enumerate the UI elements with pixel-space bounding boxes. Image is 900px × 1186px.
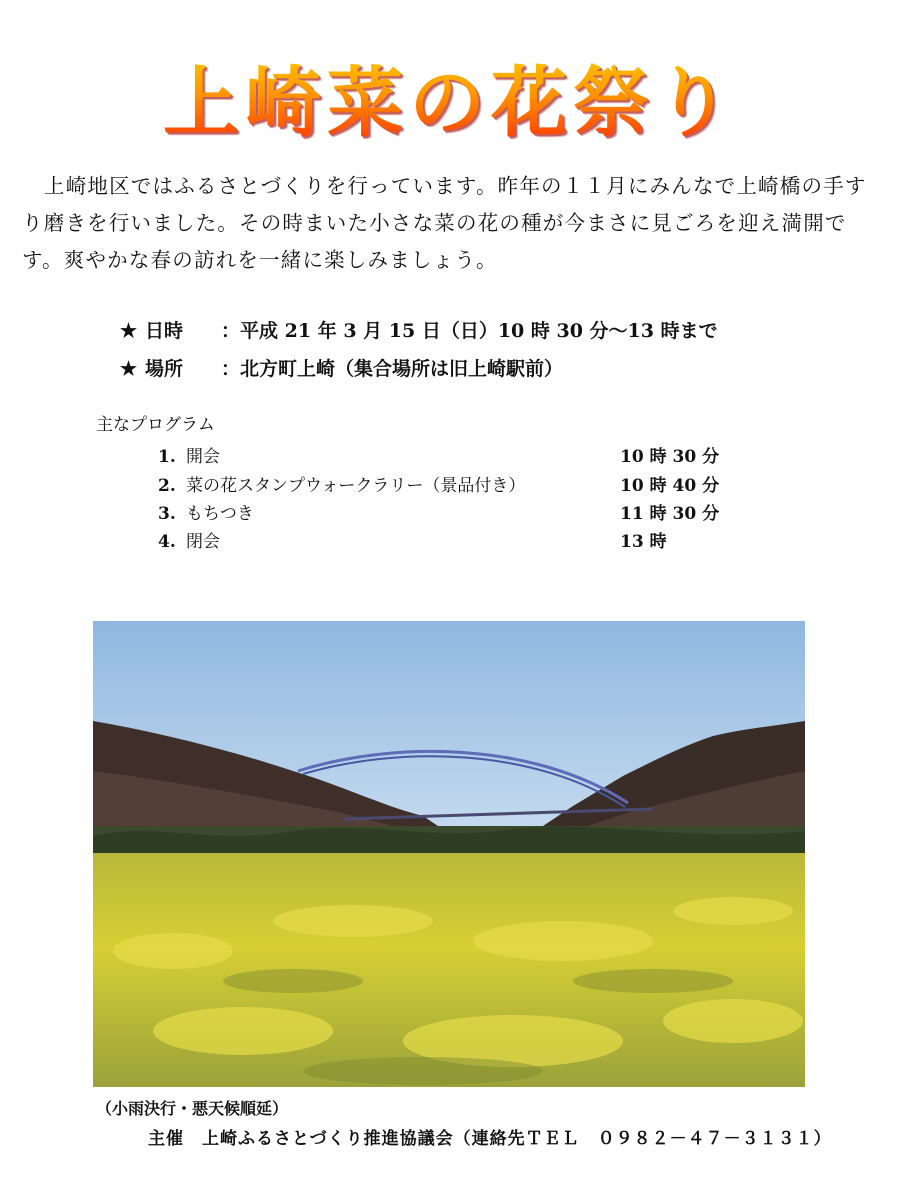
program-item: 4. 閉会 13 時 bbox=[158, 527, 758, 552]
program-time: 13 時 bbox=[620, 532, 667, 552]
info-label: 場所 bbox=[145, 358, 184, 380]
program-name: 閉会 bbox=[186, 532, 220, 552]
program-time: 10 時 30 分 bbox=[620, 447, 720, 467]
program-time: 10 時 40 分 bbox=[620, 476, 720, 496]
organizer-info: 主催 上崎ふるさとづくり推進協議会（連絡先ＴＥＬ ０９８２－４７－３１３１） bbox=[148, 1129, 832, 1149]
intro-paragraph: 上崎地区ではふるさとづくりを行っています。昨年の１１月にみんなで上崎橋の手すり磨きを行いました。その時まいた小さな菜の花の種が今まさに見ごろを迎え満開です。爽やかな春の訪れを一緒に楽しみましょう。 bbox=[22, 174, 867, 272]
program-name: 開会 bbox=[186, 447, 220, 467]
page-title: 上崎菜の花祭り bbox=[0, 42, 900, 151]
program-name: もちつき bbox=[186, 504, 254, 524]
program-item: 3. もちつき 11 時 30 分 bbox=[158, 499, 758, 524]
program-title: 主なプログラム bbox=[96, 415, 215, 435]
rapeseed-field-photo bbox=[93, 621, 805, 1087]
info-value: ：北方町上崎（集合場所は旧上崎駅前） bbox=[221, 358, 564, 380]
program-item: 1. 開会 10 時 30 分 bbox=[158, 442, 758, 467]
info-location bbox=[120, 354, 563, 381]
info-value: ：平成 21 年 3 月 15 日（日）10 時 30 分～13 時まで bbox=[221, 320, 718, 342]
info-datetime bbox=[120, 316, 718, 343]
weather-note: （小雨決行・悪天候順延） bbox=[96, 1099, 289, 1118]
info-label: 日時 bbox=[145, 320, 184, 342]
program-name: 菜の花スタンプウォークラリー（景品付き） bbox=[186, 476, 526, 496]
program-time: 11 時 30 分 bbox=[620, 504, 720, 524]
landscape-illustration bbox=[93, 621, 805, 1087]
star-icon: ★ bbox=[120, 320, 138, 342]
program-item: 2. 菜の花スタンプウォークラリー（景品付き） 10 時 40 分 bbox=[158, 471, 758, 496]
star-icon: ★ bbox=[120, 358, 138, 380]
